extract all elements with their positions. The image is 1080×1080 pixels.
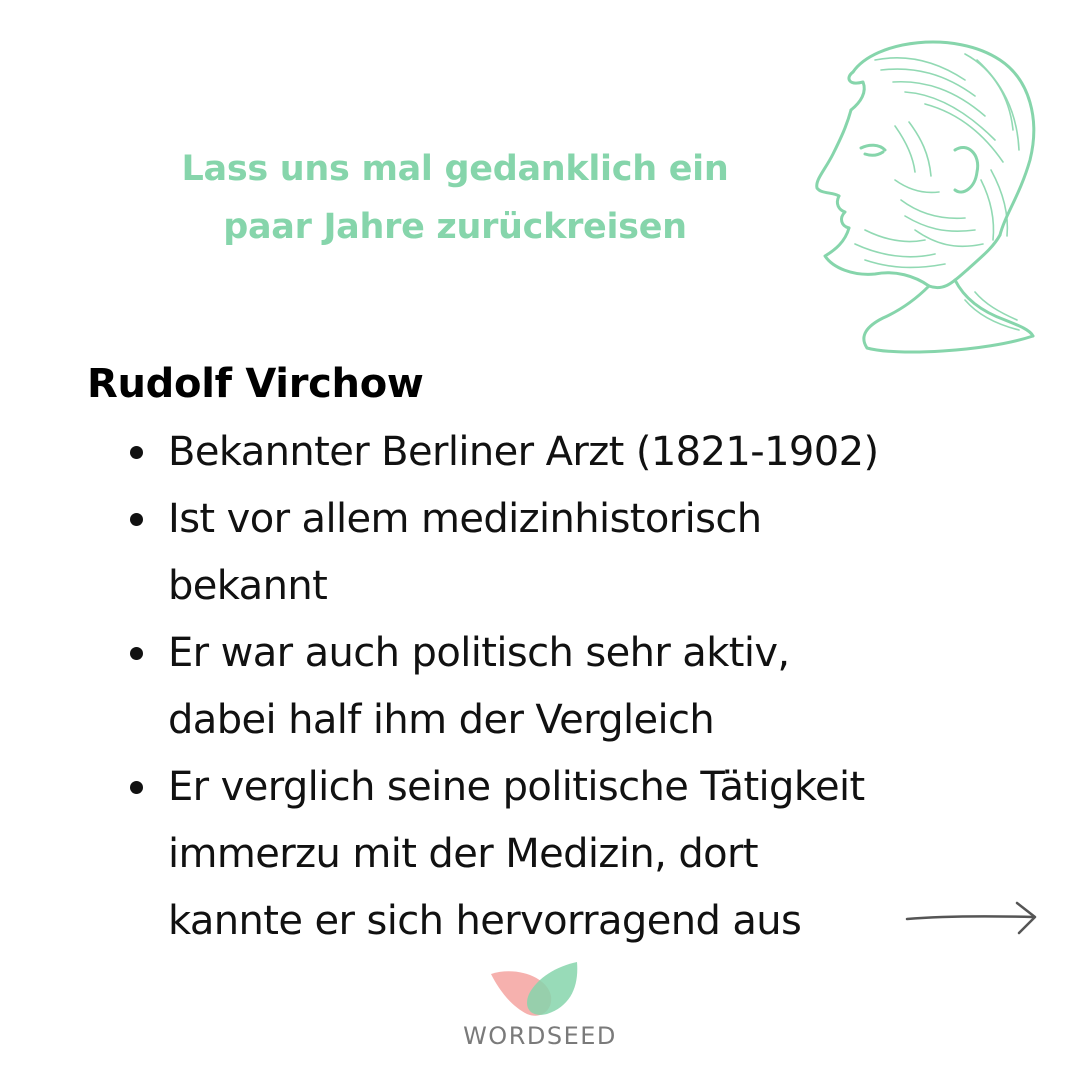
portrait-illustration [805, 30, 1045, 360]
list-item-text: Er war auch politisch sehr aktiv, [168, 630, 790, 676]
list-item-text: dabei half ihm der Vergleich [168, 697, 715, 743]
person-name-heading: Rudolf Virchow [87, 361, 424, 407]
wordseed-logo [455, 960, 625, 1060]
list-item [168, 486, 1028, 620]
bullet-icon [130, 446, 143, 459]
logo-wordmark: WORDSEED [463, 1022, 617, 1050]
list-item [168, 754, 1028, 955]
list-item-text: Ist vor allem medizinhistorisch [168, 496, 762, 542]
arrow-right-icon[interactable] [903, 897, 1043, 937]
bullet-icon [130, 513, 143, 526]
list-item [168, 620, 1028, 754]
intro-line-1: Lass uns mal gedanklich ein [181, 149, 729, 189]
list-item-text: bekannt [168, 563, 328, 609]
list-item-text: Bekannter Berliner Arzt (1821-1902) [168, 429, 879, 475]
leaf-logo-icon [485, 960, 585, 1020]
intro-line-2: paar Jahre zurückreisen [223, 207, 687, 247]
intro-heading [150, 140, 760, 256]
bullet-icon [130, 781, 143, 794]
list-item-text: immerzu mit der Medizin, dort [168, 831, 758, 877]
bullet-icon [130, 647, 143, 660]
list-item-text: kannte er sich hervorragend aus [168, 898, 802, 944]
fact-list [168, 419, 1028, 955]
list-item-text: Er verglich seine politische Tätigkeit [168, 764, 865, 810]
list-item [168, 419, 1028, 486]
